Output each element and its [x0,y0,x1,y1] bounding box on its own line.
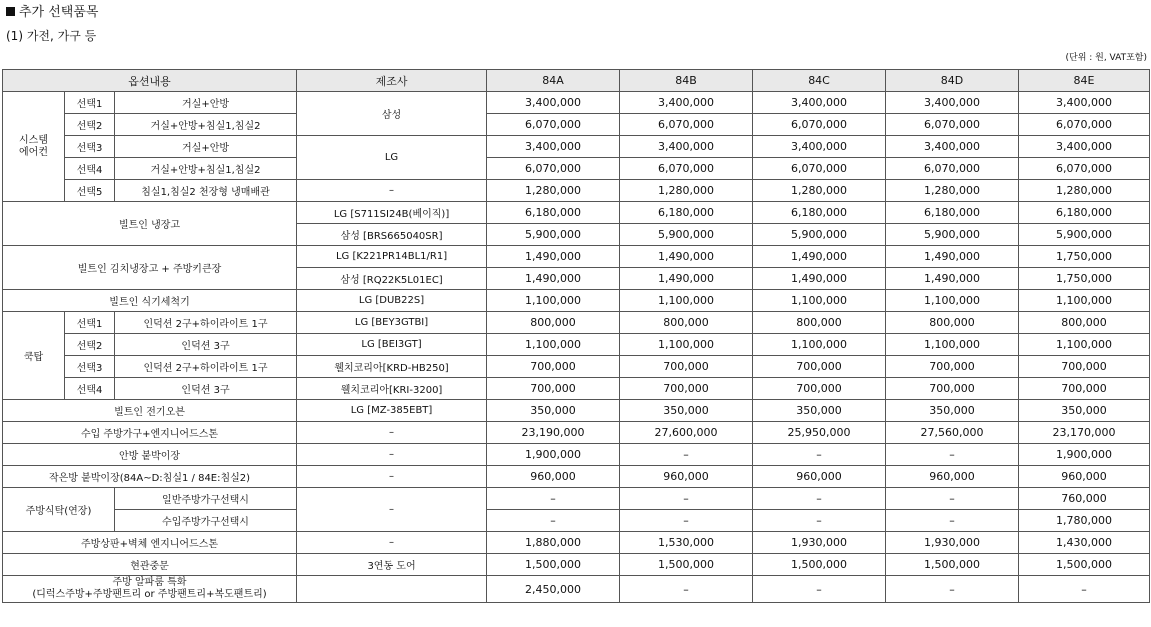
price-84a: 2,450,000 [487,576,620,603]
price-84c: 800,000 [753,312,886,334]
section-title-text: 추가 선택품목 [19,5,99,20]
price-84b: 1,490,000 [620,268,753,290]
price-84a: 700,000 [487,378,620,400]
price-84b: – [620,510,753,532]
maker-cell: LG [K221PR14BL1/R1] [297,246,487,268]
option-label-master-closet: 안방 붙박이장 [3,444,297,466]
price-84d: 700,000 [886,378,1019,400]
price-84e: 960,000 [1019,466,1150,488]
option-desc: 인덕션 3구 [115,334,297,356]
price-84e: 700,000 [1019,356,1150,378]
header-type-84c: 84C [753,70,886,92]
price-84d: – [886,444,1019,466]
price-84e: 1,750,000 [1019,268,1150,290]
maker-cell [297,576,487,603]
option-desc: 수입주방가구선택시 [115,510,297,532]
price-84a: 1,900,000 [487,444,620,466]
price-84b: 3,400,000 [620,92,753,114]
price-84b: 5,900,000 [620,224,753,246]
price-84e: 700,000 [1019,378,1150,400]
option-label-dishwasher: 빌트인 식기세척기 [3,290,297,312]
table-row [3,532,1150,554]
table-row [3,114,1150,136]
maker-cell: – [297,488,487,532]
group-label-kitchen-table: 주방식탁(연장) [3,488,115,532]
price-84b: – [620,488,753,510]
price-84c: 6,070,000 [753,158,886,180]
option-desc: 거실+안방+침실1,침실2 [115,114,297,136]
maker-cell: – [297,444,487,466]
table-row [3,312,1150,334]
option-desc: 일반주방가구선택시 [115,488,297,510]
price-84e: 1,500,000 [1019,554,1150,576]
price-84a: 960,000 [487,466,620,488]
price-84e: 5,900,000 [1019,224,1150,246]
header-type-84e: 84E [1019,70,1150,92]
select-label: 선택3 [65,136,115,158]
price-84c: 1,280,000 [753,180,886,202]
price-84d: 5,900,000 [886,224,1019,246]
price-84d: 1,930,000 [886,532,1019,554]
price-84a: 800,000 [487,312,620,334]
group-label-cooktop: 쿡탑 [3,312,65,400]
maker-cell: 웰치코리아[KRD-HB250] [297,356,487,378]
price-84e: 6,070,000 [1019,114,1150,136]
option-label-alpha-room [3,576,297,603]
option-desc: 침실1,침실2 천장형 냉매배관 [115,180,297,202]
price-84d: 1,280,000 [886,180,1019,202]
table-row [3,246,1150,268]
price-84b: 6,070,000 [620,158,753,180]
price-84e: 1,780,000 [1019,510,1150,532]
select-label: 선택1 [65,312,115,334]
price-84e: 760,000 [1019,488,1150,510]
group-label-aircon [3,92,65,202]
price-84c: – [753,488,886,510]
table-row [3,444,1150,466]
price-84d: 800,000 [886,312,1019,334]
price-84d: 6,070,000 [886,114,1019,136]
option-label-small-closet: 작은방 붙박이장(84A~D:침실1 / 84E:침실2) [3,466,297,488]
price-84a: 5,900,000 [487,224,620,246]
price-84a: 1,500,000 [487,554,620,576]
table-row [3,136,1150,158]
price-84b: 1,100,000 [620,334,753,356]
price-84a: 1,490,000 [487,268,620,290]
price-84b: 800,000 [620,312,753,334]
price-84e: 3,400,000 [1019,136,1150,158]
price-84d: 6,180,000 [886,202,1019,224]
price-84c: 5,900,000 [753,224,886,246]
maker-cell: 웰치코리아[KRI-3200] [297,378,487,400]
price-84d: 700,000 [886,356,1019,378]
table-row [3,466,1150,488]
price-84e: 1,100,000 [1019,334,1150,356]
option-label-oven: 빌트인 전기오븐 [3,400,297,422]
price-84b: 1,530,000 [620,532,753,554]
price-84a: 1,100,000 [487,290,620,312]
select-label: 선택2 [65,114,115,136]
price-84d: 3,400,000 [886,92,1019,114]
price-84d: 1,100,000 [886,334,1019,356]
price-84d: 1,500,000 [886,554,1019,576]
price-84e: 3,400,000 [1019,92,1150,114]
option-label-imported-kitchen: 수입 주방가구+엔지니어드스톤 [3,422,297,444]
price-84e: 6,180,000 [1019,202,1150,224]
square-bullet-icon [6,7,15,16]
section-subtitle: (1) 가전, 가구 등 [6,29,97,43]
price-84e: 1,430,000 [1019,532,1150,554]
price-84e: 800,000 [1019,312,1150,334]
price-84d: 960,000 [886,466,1019,488]
price-84c: 700,000 [753,378,886,400]
price-84a: 1,280,000 [487,180,620,202]
price-84e: 1,750,000 [1019,246,1150,268]
table-row [3,554,1150,576]
table-row [3,378,1150,400]
price-84d: – [886,488,1019,510]
table-row [3,158,1150,180]
price-84e: 350,000 [1019,400,1150,422]
price-84c: 1,490,000 [753,246,886,268]
price-84d: 6,070,000 [886,158,1019,180]
table-row [3,334,1150,356]
price-84c: 3,400,000 [753,136,886,158]
price-84b: 3,400,000 [620,136,753,158]
maker-cell: – [297,532,487,554]
alpha-room-line1: 주방 알파룸 특화 [112,577,187,588]
table-row [3,202,1150,224]
price-84c: – [753,576,886,603]
price-84e: 1,900,000 [1019,444,1150,466]
price-84b: – [620,444,753,466]
maker-cell: LG [S711SI24B(베이직)] [297,202,487,224]
header-type-84d: 84D [886,70,1019,92]
select-label: 선택1 [65,92,115,114]
table-header-row [3,70,1150,92]
price-84b: 1,100,000 [620,290,753,312]
price-84a: 350,000 [487,400,620,422]
price-84c: 1,930,000 [753,532,886,554]
maker-cell: 삼성 [BRS665040SR] [297,224,487,246]
option-desc: 인덕션 3구 [115,378,297,400]
price-84a: 1,490,000 [487,246,620,268]
price-84c: 1,100,000 [753,334,886,356]
price-84c: 700,000 [753,356,886,378]
price-84b: 6,070,000 [620,114,753,136]
price-84b: 700,000 [620,356,753,378]
header-option: 옵션내용 [3,70,297,92]
price-84a: 3,400,000 [487,92,620,114]
price-84a: 6,180,000 [487,202,620,224]
select-label: 선택5 [65,180,115,202]
price-84c: 1,100,000 [753,290,886,312]
price-84e: 1,100,000 [1019,290,1150,312]
price-84d: – [886,510,1019,532]
price-84b: 1,490,000 [620,246,753,268]
group-label-aircon-text: 시스템 에어컨 [19,134,48,158]
price-84d: 1,490,000 [886,246,1019,268]
option-desc: 인덕션 2구+하이라이트 1구 [115,356,297,378]
price-84d: 1,490,000 [886,268,1019,290]
price-84c: 1,500,000 [753,554,886,576]
price-84b: – [620,576,753,603]
maker-cell: LG [BEY3GTBI] [297,312,487,334]
table-row [3,488,1150,510]
price-84b: 960,000 [620,466,753,488]
option-desc: 거실+안방 [115,136,297,158]
select-label: 선택4 [65,158,115,180]
maker-cell: 삼성 [297,92,487,136]
price-84c: – [753,444,886,466]
price-84d: 27,560,000 [886,422,1019,444]
option-desc: 거실+안방+침실1,침실2 [115,158,297,180]
option-desc: 거실+안방 [115,92,297,114]
price-84c: 960,000 [753,466,886,488]
price-84b: 1,500,000 [620,554,753,576]
options-price-table [2,69,1150,603]
table-row [3,180,1150,202]
price-84b: 700,000 [620,378,753,400]
maker-cell: – [297,466,487,488]
price-84a: – [487,510,620,532]
price-84e: 6,070,000 [1019,158,1150,180]
option-label-countertop: 주방상판+벽체 엔지니어드스톤 [3,532,297,554]
price-84e: – [1019,576,1150,603]
price-84a: 6,070,000 [487,114,620,136]
price-84b: 6,180,000 [620,202,753,224]
price-84c: 1,490,000 [753,268,886,290]
header-maker: 제조사 [297,70,487,92]
select-label: 선택2 [65,334,115,356]
price-84a: 1,880,000 [487,532,620,554]
table-row [3,400,1150,422]
price-84a: 6,070,000 [487,158,620,180]
header-type-84a: 84A [487,70,620,92]
maker-cell: LG [DUB22S] [297,290,487,312]
price-84c: – [753,510,886,532]
maker-cell: – [297,422,487,444]
select-label: 선택3 [65,356,115,378]
price-84b: 1,280,000 [620,180,753,202]
table-row [3,510,1150,532]
price-84a: 23,190,000 [487,422,620,444]
price-84b: 27,600,000 [620,422,753,444]
option-label-kimchi: 빌트인 김치냉장고 + 주방키큰장 [3,246,297,290]
price-84d: 350,000 [886,400,1019,422]
table-row [3,290,1150,312]
price-84c: 350,000 [753,400,886,422]
maker-cell: LG [BEI3GT] [297,334,487,356]
table-row [3,576,1150,603]
price-84d: 3,400,000 [886,136,1019,158]
price-84c: 6,070,000 [753,114,886,136]
price-84a: 3,400,000 [487,136,620,158]
option-desc: 인덕션 2구+하이라이트 1구 [115,312,297,334]
unit-note: (단위 : 원, VAT포함) [1065,53,1147,63]
option-label-fridge: 빌트인 냉장고 [3,202,297,246]
section-title [6,4,98,22]
price-84c: 3,400,000 [753,92,886,114]
price-84d: 1,100,000 [886,290,1019,312]
price-84e: 1,280,000 [1019,180,1150,202]
table-row [3,92,1150,114]
maker-cell: 3연동 도어 [297,554,487,576]
header-type-84b: 84B [620,70,753,92]
maker-cell: – [297,180,487,202]
alpha-room-line2: (디럭스주방+주방팬트리 or 주방팬트리+복도팬트리) [32,589,267,600]
price-84e: 23,170,000 [1019,422,1150,444]
select-label: 선택4 [65,378,115,400]
maker-cell: LG [MZ-385EBT] [297,400,487,422]
price-84a: 700,000 [487,356,620,378]
price-84a: 1,100,000 [487,334,620,356]
price-84a: – [487,488,620,510]
maker-cell: LG [297,136,487,180]
price-84b: 350,000 [620,400,753,422]
price-84d: – [886,576,1019,603]
table-row [3,356,1150,378]
price-84c: 6,180,000 [753,202,886,224]
option-label-entrance-door: 현관중문 [3,554,297,576]
price-84c: 25,950,000 [753,422,886,444]
maker-cell: 삼성 [RQ22K5L01EC] [297,268,487,290]
table-row [3,422,1150,444]
